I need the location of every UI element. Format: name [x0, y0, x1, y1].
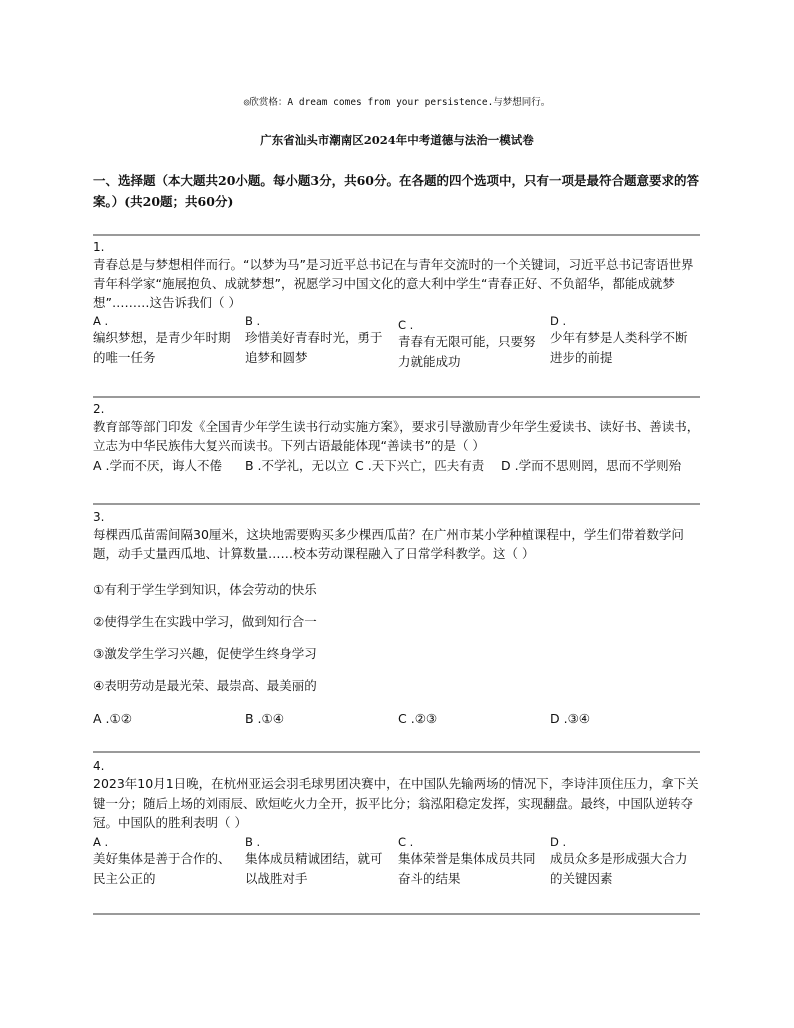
question-number: 3.: [93, 510, 105, 524]
option-c[interactable]: [398, 835, 546, 889]
options: [93, 456, 703, 476]
option-label: B .: [245, 834, 261, 849]
option-c[interactable]: [398, 318, 546, 372]
divider: [93, 913, 700, 915]
option-label: B .: [245, 314, 261, 328]
option-text: 青春有无限可能，只要努力就能成功: [398, 334, 536, 369]
option-label: A .: [93, 314, 109, 328]
statement-3: ③激发学生学习兴趣，促使学生终身学习: [93, 646, 317, 661]
option-text: 集体成员精诚团结，就可以战胜对手: [245, 850, 383, 886]
option-a[interactable]: [93, 456, 222, 475]
option-text: ②③: [414, 711, 438, 726]
option-text: 成员众多是形成强大合力的关键因素: [550, 850, 688, 886]
statement-1: ①有利于学生学到知识，体会劳动的快乐: [93, 582, 317, 597]
option-b[interactable]: [245, 835, 393, 889]
option-b[interactable]: [245, 314, 393, 368]
question-stem: 教育部等部门印发《全国青少年学生读书行动实施方案》，要求引导激励青少年学生爱读书、读好书、善读书，立志为中华民族伟大复兴而读书。下列古语最能体现“善读书”的是（ ）: [93, 419, 700, 453]
option-label: D .: [550, 314, 567, 328]
option-text: ①②: [109, 711, 132, 726]
question-3: [93, 509, 703, 729]
option-b[interactable]: [245, 456, 349, 475]
header-note: ◎欣赏格：A dream comes from your persistence.与梦想同行。: [243, 97, 551, 108]
option-label: A .: [93, 834, 109, 849]
option-d[interactable]: [550, 835, 698, 889]
option-a[interactable]: [93, 314, 241, 368]
question-stem: 每棵西瓜苗需间隔30厘米，这块地需要购买多少棵西瓜苗？在广州市某小学种植课程中，学生们带着数学问题，动手丈量西瓜地、计算数量……校本劳动课程融入了日常学科教学。这（ ）: [93, 527, 684, 561]
option-text: 不学礼，无以立: [261, 458, 350, 473]
option-text: 学而不思则罔，思而不学则殆: [518, 458, 682, 473]
option-label: A .: [93, 711, 110, 726]
option-text: 美好集体是善于合作的、民主公正的: [93, 850, 231, 886]
option-label: D .: [550, 834, 567, 849]
divider: [93, 234, 700, 236]
option-a[interactable]: [93, 835, 241, 889]
option-text: 集体荣誉是集体成员共同奋斗的结果: [398, 850, 536, 886]
option-text: 天下兴亡，匹夫有责: [371, 458, 485, 473]
question-number: 2.: [93, 402, 105, 416]
option-d[interactable]: [550, 709, 590, 728]
option-d[interactable]: [550, 314, 698, 368]
option-label: C .: [355, 458, 372, 473]
option-label: C .: [398, 318, 414, 332]
options: [93, 709, 703, 729]
option-text: 珍惜美好青春时光，勇于追梦和圆梦: [245, 330, 383, 365]
option-label: B .: [245, 458, 262, 473]
option-label: B .: [245, 711, 262, 726]
question-2: [93, 401, 703, 476]
divider: [93, 751, 700, 753]
option-c[interactable]: [398, 709, 437, 728]
divider: [93, 503, 700, 505]
question-number: 1.: [93, 240, 105, 254]
option-text: 编织梦想，是青少年时期的唯一任务: [93, 330, 231, 365]
option-text: 少年有梦是人类科学不断进步的前提: [550, 330, 688, 365]
divider: [93, 396, 700, 398]
option-label: C .: [398, 834, 414, 849]
option-label: D .: [550, 711, 568, 726]
question-stem: 青春总是与梦想相伴而行。“以梦为马”是习近平总书记在与青年交流时的一个关键词，习近平总书记寄语世界青年科学家“施展抱负、成就梦想”，祝愿学习中国文化的意大利中学生“青春正好、不负韶华，都能成就梦想”………这告诉我们（ ）: [93, 257, 694, 310]
statement-4: ④表明劳动是最光荣、最崇高、最美丽的: [93, 678, 317, 693]
option-d[interactable]: [501, 456, 681, 475]
option-label: D .: [501, 458, 519, 473]
option-b[interactable]: [245, 709, 284, 728]
option-a[interactable]: [93, 709, 132, 728]
question-1: [93, 239, 703, 370]
statement-2: ②使得学生在实践中学习，做到知行合一: [93, 614, 317, 629]
options: [93, 835, 703, 891]
option-text: ①④: [261, 711, 284, 726]
question-stem: 2023年10月1日晚，在杭州亚运会羽毛球男团决赛中，在中国队先输两场的情况下，李诗沣顶住压力，拿下关键一分；随后上场的刘雨辰、欧烜屹火力全开，扳平比分；翁泓阳稳定发挥，实现翻盘。最终，中国队逆转夺冠。中国队的胜利表明（ ）: [93, 776, 699, 830]
option-c[interactable]: [355, 456, 484, 475]
option-text: ③④: [567, 711, 590, 726]
option-text: 学而不厌，诲人不倦: [109, 458, 223, 473]
question-4: [93, 758, 703, 891]
section-heading: 一、选择题（本大题共20小题。每小题3分，共60分。在各题的四个选项中，只有一项是最符合题意要求的答案。）(共20题；共60分): [93, 173, 699, 209]
page-title: 广东省汕头市潮南区2024年中考道德与法治一模试卷: [260, 133, 534, 147]
option-label: C .: [398, 711, 415, 726]
question-number: 4.: [93, 759, 105, 773]
options: [93, 314, 703, 370]
option-label: A .: [93, 458, 110, 473]
